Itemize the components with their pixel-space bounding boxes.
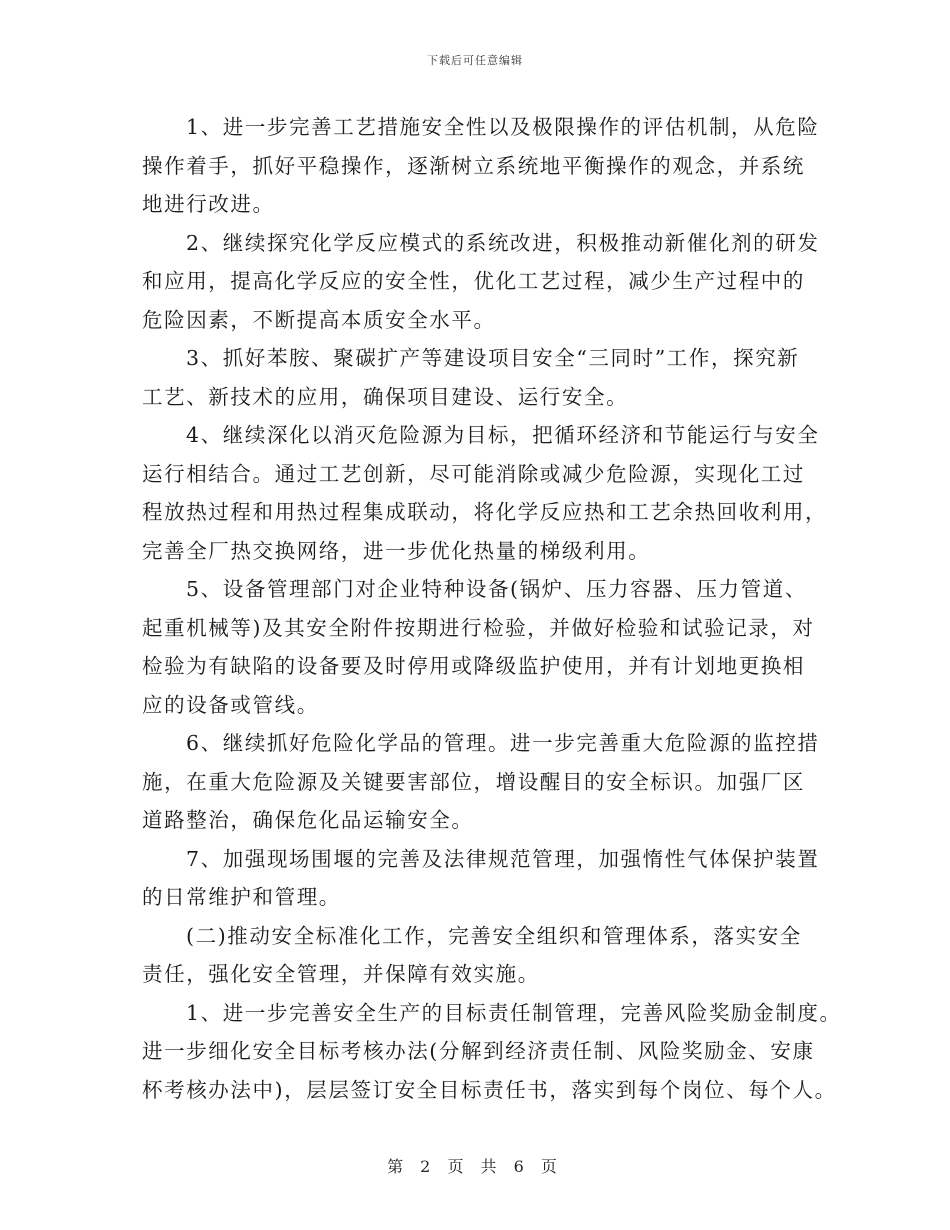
paragraph-7 <box>142 840 822 917</box>
page-number: 第 2 页 共 6 页 <box>387 1157 563 1176</box>
paragraph-line: 检验为有缺陷的设备要及时停用或降级监护使用，并有计划地更换相 <box>142 654 805 678</box>
paragraph-6 <box>142 724 822 840</box>
paragraph-line: 地进行改进。 <box>142 192 275 216</box>
paragraph-line: 4、继续深化以消灭危险源为目标，把循环经济和节能运行与安全 <box>186 423 820 447</box>
paragraph-line: 工艺、新技术的应用，确保项目建设、运行安全。 <box>142 384 629 409</box>
paragraph-line: 6、继续抓好危险化学品的管理。进一步完善重大危险源的监控措 <box>186 731 820 755</box>
paragraph-2 <box>142 224 822 340</box>
paragraph-5 <box>142 570 822 724</box>
paragraph-line: 道路整治，确保危化品运输安全。 <box>142 808 474 832</box>
page-header: 下载后可任意编辑 <box>427 54 523 67</box>
paragraph-line: 施，在重大危险源及关键要害部位，增设醒目的安全标识。加强厂区 <box>142 769 805 794</box>
paragraph-line: 杯考核办法中)，层层签订安全目标责任书，落实到每个岗位、每个人。 <box>142 1077 837 1102</box>
paragraph-line: 程放热过程和用热过程集成联动，将化学反应热和工艺余热回收利用， <box>142 500 828 524</box>
paragraph-line: 操作着手，抓好平稳操作，逐渐树立系统地平衡操作的观念，并系统 <box>142 153 805 178</box>
paragraph-3 <box>142 339 822 416</box>
paragraph-line: 起重机械等)及其安全附件按期进行检验，并做好检验和试验记录，对 <box>142 615 815 640</box>
paragraph-line: 7、加强现场围堰的完善及法律规范管理，加强惰性气体保护装置 <box>186 846 820 871</box>
paragraph-line: 5、设备管理部门对企业特种设备(锅炉、压力容器、压力管道、 <box>186 577 807 601</box>
paragraph-1 <box>142 108 822 224</box>
paragraph-line: 进一步细化安全目标考核办法(分解到经济责任制、风险奖励金、安康 <box>142 1039 815 1063</box>
paragraph-line: (二)推动安全标准化工作，完善安全组织和管理体系，落实安全 <box>186 923 802 948</box>
paragraph-line: 应的设备或管线。 <box>142 692 319 717</box>
paragraph-line: 2、继续探究化学反应模式的系统改进，积极推动新催化剂的研发 <box>186 230 820 255</box>
paragraph-line: 运行相结合。通过工艺创新，尽可能消除或减少危险源，实现化工过 <box>142 461 805 486</box>
paragraph-9 <box>142 994 842 1110</box>
paragraph-line: 的日常维护和管理。 <box>142 885 341 909</box>
paragraph-line: 3、抓好苯胺、聚碳扩产等建设项目安全“三同时”工作，探究新 <box>186 346 800 370</box>
document-body <box>142 108 842 1109</box>
paragraph-line: 责任，强化安全管理，并保障有效实施。 <box>142 962 540 986</box>
paragraph-line: 1、进一步完善工艺措施安全性以及极限操作的评估机制，从危险 <box>186 115 820 139</box>
paragraph-8 <box>142 917 822 994</box>
paragraph-line: 完善全厂热交换网络，进一步优化热量的梯级利用。 <box>142 538 651 563</box>
paragraph-line: 和应用，提高化学反应的安全性，优化工艺过程，减少生产过程中的 <box>142 269 805 293</box>
paragraph-line: 1、进一步完善安全生产的目标责任制管理，完善风险奖励金制度。 <box>186 1000 842 1025</box>
paragraph-4 <box>142 416 828 570</box>
paragraph-line: 危险因素，不断提高本质安全水平。 <box>142 307 496 332</box>
